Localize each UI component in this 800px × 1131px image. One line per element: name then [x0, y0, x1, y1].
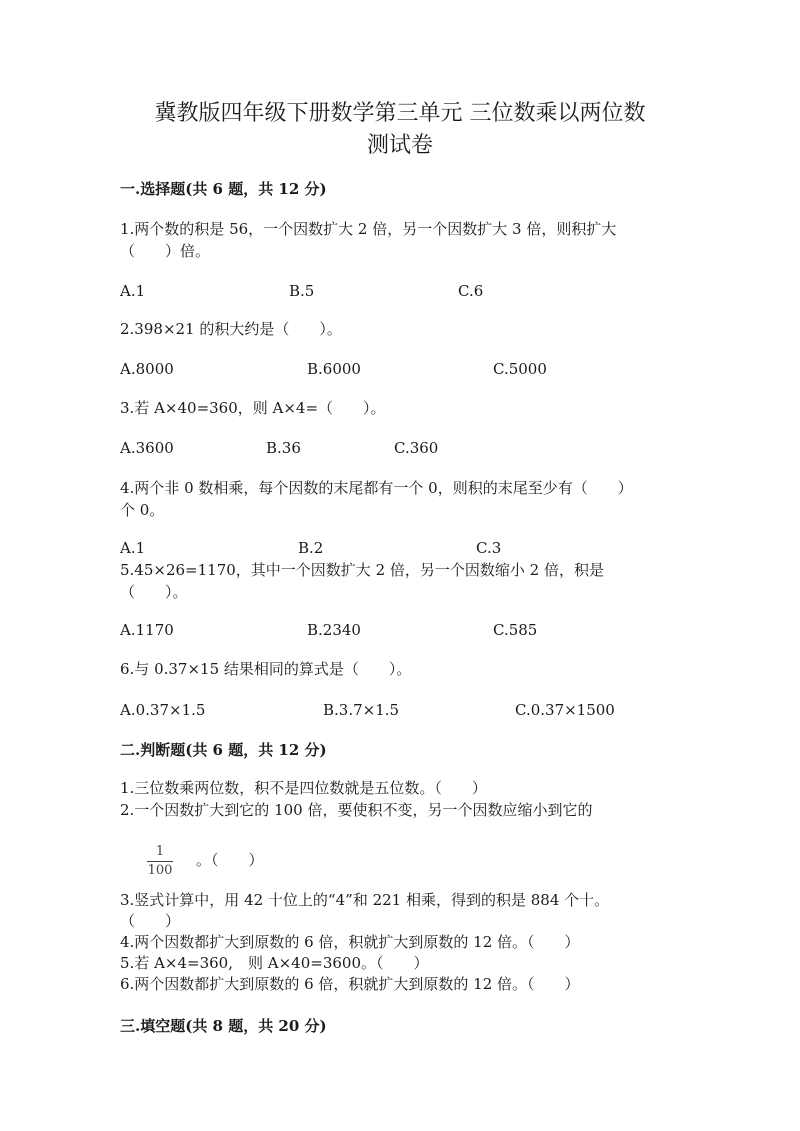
judgement-4-text: 4.两个因数都扩大到原数的 6 倍，积就扩大到原数的 12 倍。（ ） — [120, 933, 580, 951]
question-2-option-a[interactable]: A.8000 — [120, 360, 174, 378]
question-1-option-c[interactable]: C.6 — [458, 282, 484, 300]
question-2-option-c[interactable]: C.5000 — [493, 360, 547, 378]
judgement-1-text: 1.三位数乘两位数，积不是四位数就是五位数。（ ） — [120, 779, 487, 797]
fraction-bar — [147, 861, 173, 862]
page-title-line2: 测试卷 — [366, 133, 433, 158]
question-6-option-c[interactable]: C.0.37×1500 — [515, 701, 615, 719]
question-3-option-c[interactable]: C.360 — [394, 439, 439, 457]
question-6-option-b[interactable]: B.3.7×1.5 — [323, 701, 400, 719]
question-5-option-c[interactable]: C.585 — [493, 621, 538, 639]
fraction-numerator: 1 — [155, 844, 165, 859]
question-4-option-c[interactable]: C.3 — [476, 539, 502, 557]
question-1-text-cont: （ ）倍。 — [120, 242, 211, 260]
question-4-text-cont: 个 0。 — [120, 501, 165, 519]
question-5-text: 5.45×26=1170，其中一个因数扩大 2 倍，另一个因数缩小 2 倍，积是 — [120, 561, 604, 579]
question-4-text: 4.两个非 0 数相乘，每个因数的末尾都有一个 0，则积的末尾至少有（ ） — [120, 479, 633, 497]
question-5-text-cont: （ ）。 — [120, 583, 188, 601]
judgement-5-text: 5.若 A×4=360, 则 A×40=3600。（ ） — [120, 954, 429, 972]
fraction-denominator: 100 — [147, 863, 173, 878]
section-heading-judgement: 二.判断题(共 6 题，共 12 分) — [120, 741, 327, 759]
judgement-3-text-cont: （ ） — [120, 912, 181, 930]
fraction-one-hundredth — [145, 845, 175, 878]
question-1-option-a[interactable]: A.1 — [120, 282, 146, 300]
question-2-text: 2.398×21 的积大约是（ ）。 — [120, 320, 342, 338]
question-4-option-b[interactable]: B.2 — [298, 539, 324, 557]
question-1-option-b[interactable]: B.5 — [289, 282, 315, 300]
question-6-text: 6.与 0.37×15 结果相同的算式是（ ）。 — [120, 660, 412, 678]
question-2-option-b[interactable]: B.6000 — [307, 360, 361, 378]
page-title: 冀教版四年级下册数学第三单元 三位数乘以两位数 — [154, 101, 646, 126]
question-1-text: 1.两个数的积是 56，一个因数扩大 2 倍，另一个因数扩大 3 倍，则积扩大 — [120, 220, 617, 238]
question-3-option-a[interactable]: A.3600 — [120, 439, 174, 457]
question-3-text: 3.若 A×40=360，则 A×4=（ ）。 — [120, 399, 386, 417]
section-heading-choice: 一.选择题(共 6 题，共 12 分) — [120, 180, 327, 198]
question-3-option-b[interactable]: B.36 — [266, 439, 301, 457]
judgement-3-text: 3.竖式计算中，用 42 十位上的“4”和 221 相乘，得到的积是 884 个十。 — [120, 891, 610, 909]
question-6-option-a[interactable]: A.0.37×1.5 — [120, 701, 206, 719]
question-4-option-a[interactable]: A.1 — [120, 539, 146, 557]
question-5-option-a[interactable]: A.1170 — [120, 621, 174, 639]
question-5-option-b[interactable]: B.2340 — [307, 621, 361, 639]
judgement-2-text: 2.一个因数扩大到它的 100 倍，要使积不变，另一个因数应缩小到它的 — [120, 801, 593, 819]
judgement-6-text: 6.两个因数都扩大到原数的 6 倍，积就扩大到原数的 12 倍。（ ） — [120, 975, 580, 993]
judgement-2-answer-blank: 。（ ） — [196, 851, 264, 869]
section-heading-fill-blank: 三.填空题(共 8 题，共 20 分) — [120, 1017, 327, 1035]
